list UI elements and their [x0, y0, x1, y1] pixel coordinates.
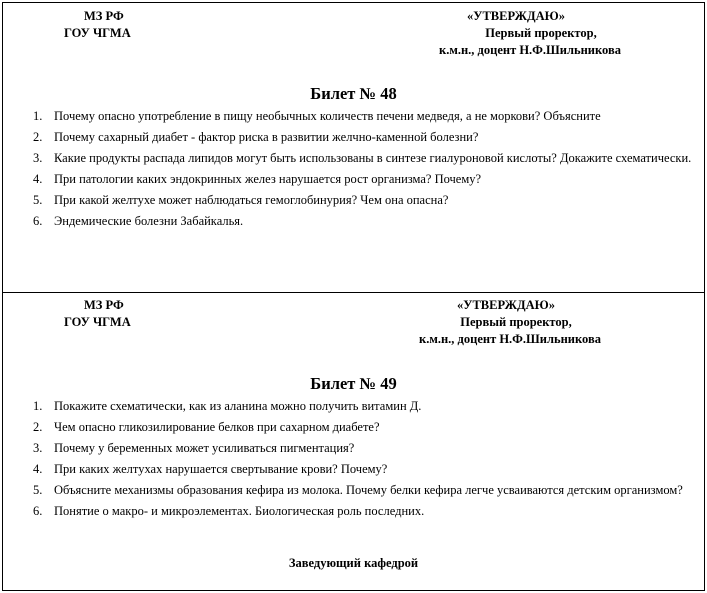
- ticket-title-49: Билет № 49: [310, 374, 397, 393]
- question-item: 5. При какой желтухе может наблюдаться гемоглобинурия? Чем она опасна?: [33, 193, 449, 207]
- approval-block-48: [410, 8, 650, 59]
- ministry-label: МЗ РФ: [84, 298, 124, 312]
- question-item: 5. Объясните механизмы образования кефира из молока. Почему белки кефира легче усваиваются детским организмом?: [33, 483, 683, 497]
- approver-name: к.м.н., доцент Н.Ф.Шильникова: [439, 43, 621, 57]
- academy-label: ГОУ ЧГМА: [64, 315, 131, 329]
- question-item: 2. Почему сахарный диабет - фактор риска в развитии желчно-каменной болезни?: [33, 130, 479, 144]
- approver-name: к.м.н., доцент Н.Ф.Шильникова: [419, 332, 601, 346]
- approval-title: «УТВЕРЖДАЮ»: [467, 9, 565, 23]
- question-item: 2. Чем опасно гликозилирование белков при сахарном диабете?: [33, 420, 380, 434]
- question-item: 6. Эндемические болезни Забайкалья.: [33, 214, 244, 228]
- ministry-label: МЗ РФ: [84, 9, 124, 23]
- question-item: 1. Покажите схематически, как из аланина можно получить витамин Д.: [33, 399, 422, 413]
- question-item: 3. Какие продукты распада липидов могут быть использованы в синтезе гиалуроновой кислоты? Докажите схематически.: [33, 151, 692, 165]
- approver-position: Первый проректор,: [485, 26, 597, 40]
- question-item: 1. Почему опасно употребление в пищу необычных количеств печени медведя, а не моркови? Объясните: [33, 109, 601, 123]
- approver-position: Первый проректор,: [460, 315, 572, 329]
- approval-block-49: [390, 297, 630, 348]
- ticket-divider: [2, 292, 704, 293]
- ministry-header-49: [64, 297, 131, 331]
- question-item: 4. При патологии каких эндокринных желез нарушается рост организма? Почему?: [33, 172, 482, 186]
- question-list-48: [33, 108, 697, 234]
- approval-title: «УТВЕРЖДАЮ»: [457, 298, 555, 312]
- ministry-header-48: [64, 8, 131, 42]
- question-item: 6. Понятие о макро- и микроэлементах. Биологическая роль последних.: [33, 504, 425, 518]
- academy-label: ГОУ ЧГМА: [64, 26, 131, 40]
- question-item: 4. При каких желтухах нарушается свертывание крови? Почему?: [33, 462, 388, 476]
- question-item: 3. Почему у беременных может усиливаться пигментация?: [33, 441, 355, 455]
- ticket-title-48: Билет № 48: [310, 84, 397, 103]
- department-head-signature: Заведующий кафедрой: [288, 556, 419, 570]
- question-list-49: [33, 398, 697, 524]
